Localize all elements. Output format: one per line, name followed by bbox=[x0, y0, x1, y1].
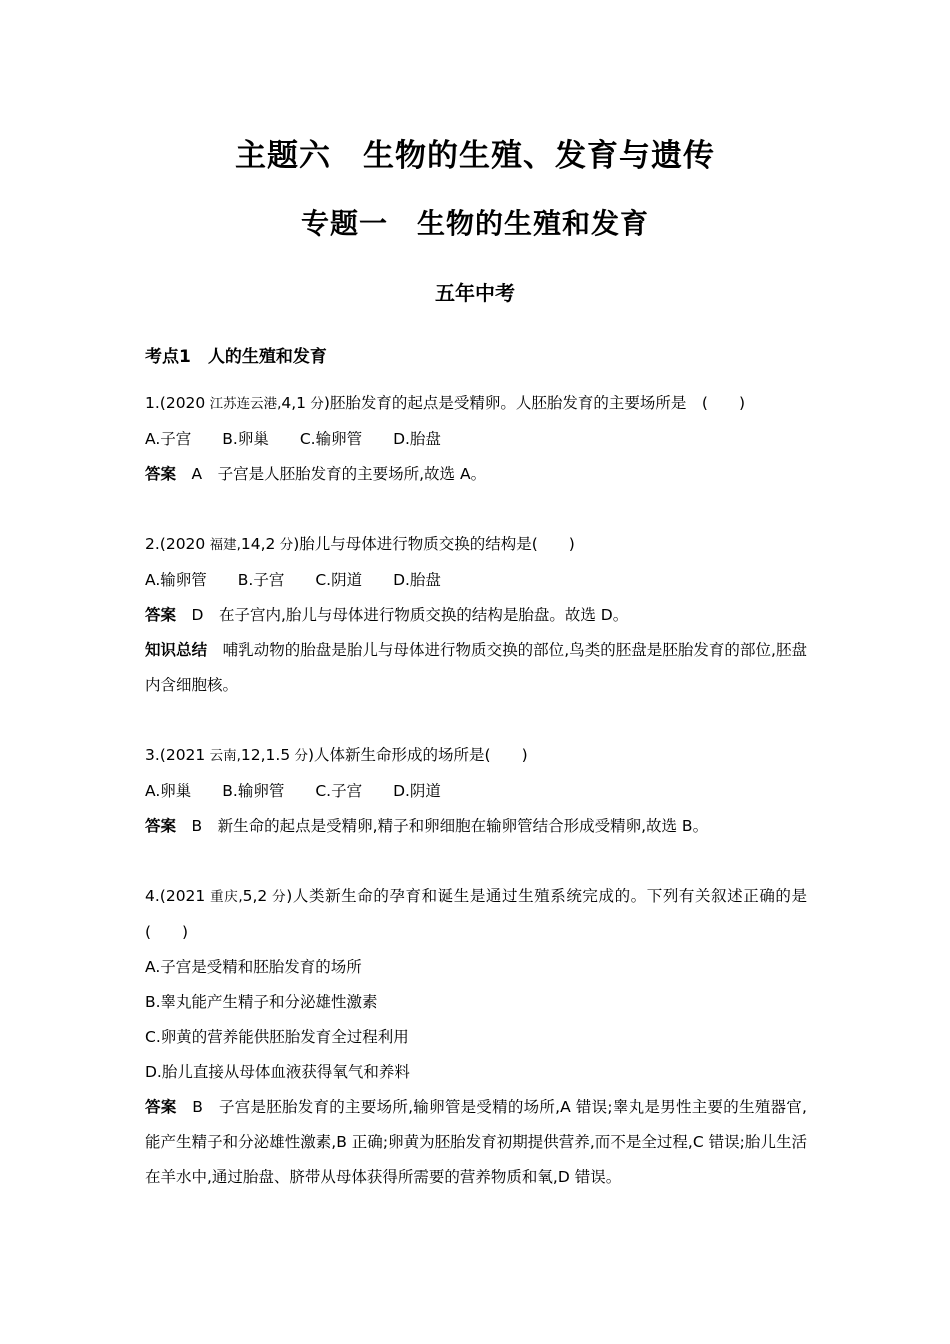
question-1 bbox=[145, 386, 807, 492]
answer-text: B 子宫是胚胎发育的主要场所,输卵管是受精的场所,A 错误;睾丸是男性主要的生殖器官,能产生精子和分泌雄性激素,B 正确;卵黄为胚胎发育初期提供营养,而不是全过程,C 错误;胎儿生活在羊水中,通过胎盘、脐带从母体获得所需要的营养物质和氧,D 错误。 bbox=[145, 1098, 807, 1186]
question-stem bbox=[145, 738, 807, 774]
score-unit: 分 bbox=[290, 748, 308, 764]
question-source: 福建, bbox=[205, 537, 241, 553]
question-stem bbox=[145, 527, 807, 563]
question-source: 云南, bbox=[205, 748, 241, 764]
option-d: D.胎儿直接从母体血液获得氧气和养料 bbox=[145, 1063, 410, 1081]
answer-block bbox=[145, 598, 807, 633]
question-number: 4.(2021 bbox=[145, 887, 206, 905]
answer-text: D 在子宫内,胎儿与母体进行物质交换的结构是胎盘。故选 D。 bbox=[176, 606, 629, 624]
option-a: A.子宫是受精和胚胎发育的场所 bbox=[145, 958, 362, 976]
answer-block bbox=[145, 809, 807, 844]
question-stem bbox=[145, 879, 839, 950]
question-score: 4,1 bbox=[281, 394, 307, 412]
question-number: 2.(2020 bbox=[145, 535, 206, 553]
answer-label: 答案 bbox=[145, 1098, 177, 1116]
question-4 bbox=[145, 879, 839, 1195]
answer-text: B 新生命的起点是受精卵,精子和卵细胞在输卵管结合形成受精卵,故选 B。 bbox=[176, 817, 709, 835]
question-score: 5,2 bbox=[242, 887, 268, 905]
summary-block bbox=[145, 633, 807, 703]
main-title: 主题六 生物的生殖、发育与遗传 bbox=[235, 138, 715, 174]
summary-text: 哺乳动物的胎盘是胎儿与母体进行物质交换的部位,鸟类的胚盘是胚胎发育的部位,胚盘内含细胞核。 bbox=[145, 641, 807, 694]
option-b: B.睾丸能产生精子和分泌雄性激素 bbox=[145, 993, 378, 1011]
answer-text: A 子宫是人胚胎发育的主要场所,故选 A。 bbox=[176, 465, 487, 483]
option-c: C.卵黄的营养能供胚胎发育全过程利用 bbox=[145, 1028, 409, 1046]
score-unit: 分 bbox=[275, 537, 294, 553]
section-title: 五年中考 bbox=[435, 281, 515, 305]
question-options: A.子宫 B.卵巢 C.输卵管 D.胎盘 bbox=[145, 430, 441, 448]
question-text: )胎儿与母体进行物质交换的结构是( ) bbox=[293, 535, 575, 553]
answer-block bbox=[145, 1090, 807, 1195]
question-text: )胚胎发育的起点是受精卵。人胚胎发育的主要场所是 ( ) bbox=[323, 394, 745, 412]
question-source: 重庆, bbox=[205, 889, 243, 905]
question-options: A.卵巢 B.输卵管 C.子宫 D.阴道 bbox=[145, 782, 441, 800]
question-text: )人体新生命形成的场所是( ) bbox=[308, 746, 528, 764]
answer-label: 答案 bbox=[145, 817, 177, 835]
question-number: 1.(2020 bbox=[145, 394, 206, 412]
answer-label: 答案 bbox=[145, 465, 177, 483]
question-stem bbox=[145, 386, 807, 422]
score-unit: 分 bbox=[267, 889, 287, 905]
question-text: )人类新生命的孕育和诞生是通过生殖系统完成的。下列有关叙述正确的是 ( ) bbox=[145, 887, 839, 941]
answer-block bbox=[145, 457, 807, 492]
question-source: 江苏连云港, bbox=[205, 396, 282, 412]
question-options: A.输卵管 B.子宫 C.阴道 D.胎盘 bbox=[145, 571, 441, 589]
question-list bbox=[145, 386, 839, 1230]
question-number: 3.(2021 bbox=[145, 746, 206, 764]
question-3 bbox=[145, 738, 807, 844]
answer-label: 答案 bbox=[145, 606, 177, 624]
question-score: 14,2 bbox=[240, 535, 276, 553]
sub-title: 专题一 生物的生殖和发育 bbox=[300, 207, 649, 240]
summary-label: 知识总结 bbox=[145, 641, 208, 659]
kaodian-heading: 考点1 人的生殖和发育 bbox=[145, 347, 327, 367]
question-2 bbox=[145, 527, 807, 703]
question-score: 12,1.5 bbox=[240, 746, 291, 764]
score-unit: 分 bbox=[306, 396, 324, 412]
